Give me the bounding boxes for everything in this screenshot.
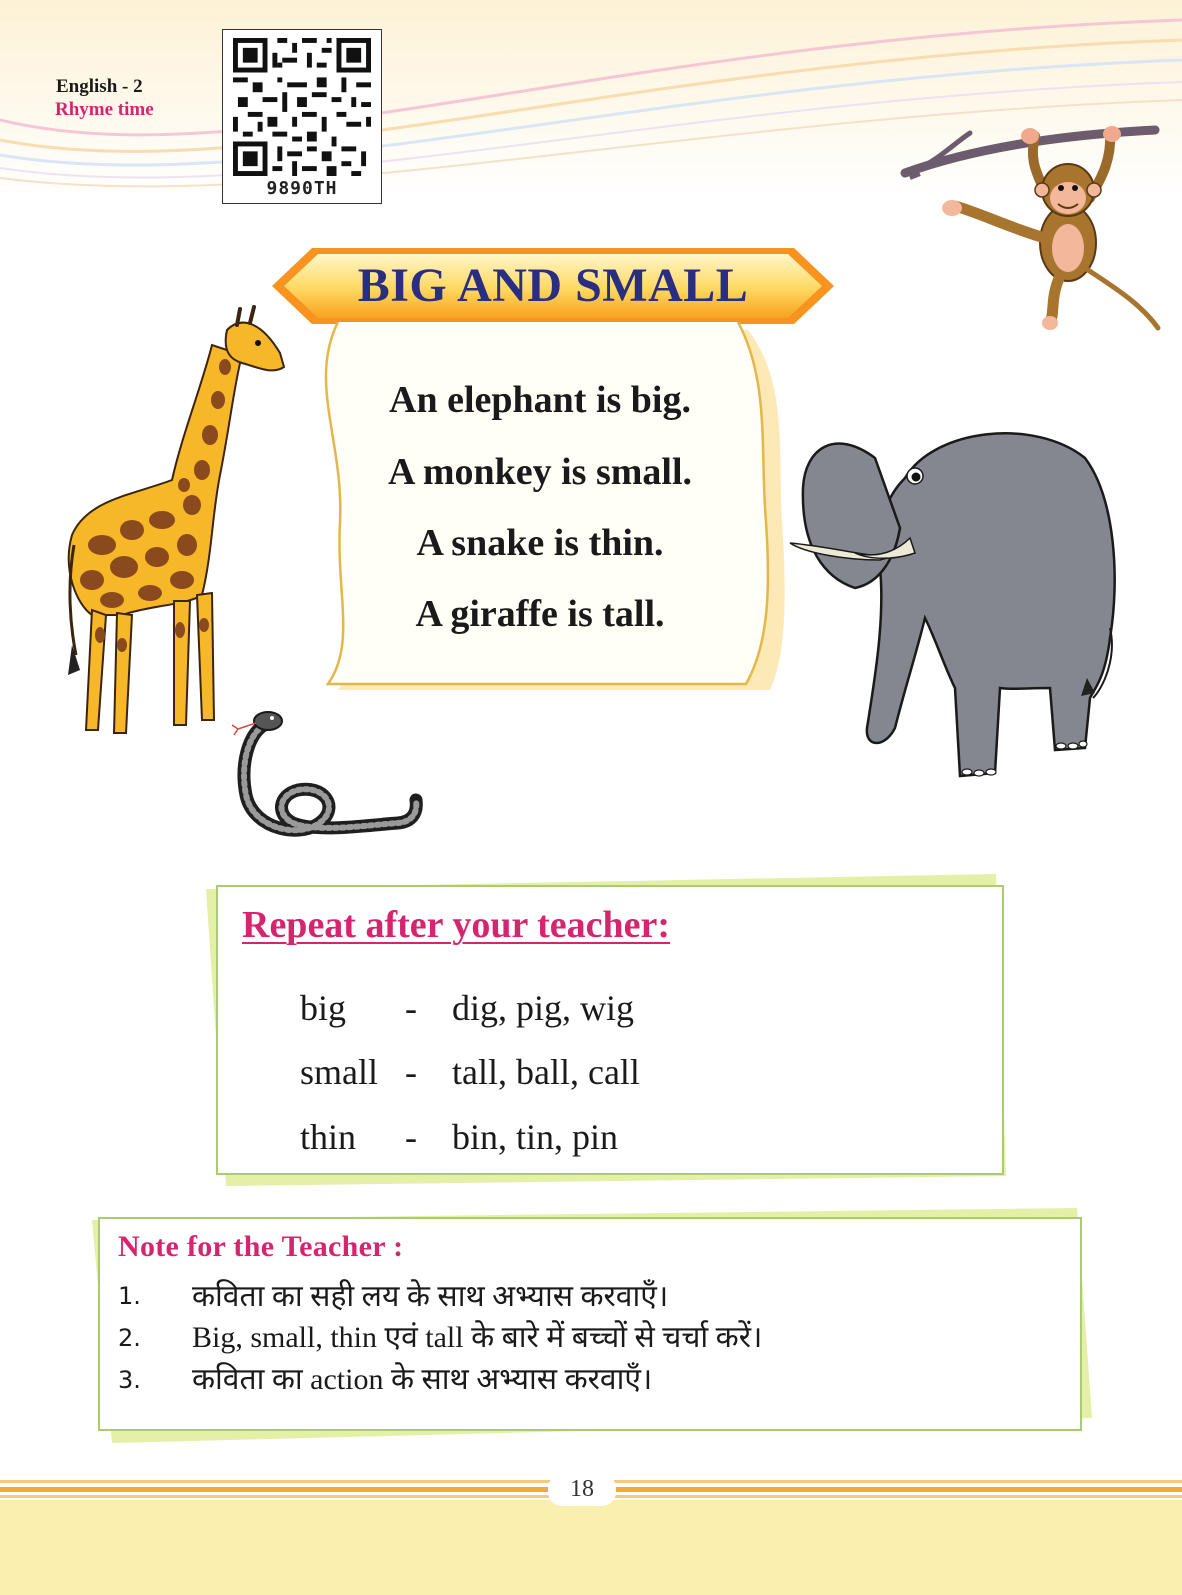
rhyme-dash: - xyxy=(405,988,417,1028)
rhyme-dash: - xyxy=(405,1117,417,1157)
book-title: English - 2 xyxy=(56,76,143,97)
note-item: Big, small, thin एवं tall के बारे में बच्चों से चर्चा करें। xyxy=(192,1321,763,1354)
rhyme-dash: - xyxy=(405,1052,417,1092)
rhyme-word: thin xyxy=(300,1117,357,1157)
giraffe-illustration xyxy=(62,305,287,745)
teacher-note-heading: Note for the Teacher : xyxy=(118,1230,404,1263)
page-number: 18 xyxy=(570,1476,594,1502)
poem-line-2: A monkey is small. xyxy=(387,451,693,493)
qr-pattern-icon xyxy=(232,38,372,176)
poem-line-3: A snake is thin. xyxy=(416,522,664,564)
rhyme-list: dig, pig, wig xyxy=(452,988,635,1028)
poem-line-4: A giraffe is tall. xyxy=(415,593,665,635)
page-title: BIG AND SMALL xyxy=(357,259,749,312)
note-number: 2. xyxy=(118,1324,141,1352)
note-number: 1. xyxy=(118,1282,141,1310)
poem-line-1: An elephant is big. xyxy=(389,379,691,421)
monkey-illustration xyxy=(900,118,1165,333)
qr-code-label: 9890TH xyxy=(266,178,338,199)
section-title: Rhyme time xyxy=(55,99,154,120)
note-number: 3. xyxy=(118,1366,141,1394)
note-item: कविता का action के साथ अभ्यास करवाएँ। xyxy=(192,1363,653,1396)
qr-code[interactable] xyxy=(222,29,382,204)
footer-band xyxy=(0,1500,1182,1595)
rhyme-word: small xyxy=(300,1052,378,1092)
rhyme-list: tall, ball, call xyxy=(452,1052,640,1092)
note-item: कविता का सही लय के साथ अभ्यास करवाएँ। xyxy=(192,1280,669,1313)
repeat-heading: Repeat after your teacher: xyxy=(242,904,671,946)
rhyme-list: bin, tin, pin xyxy=(452,1117,619,1157)
snake-illustration xyxy=(228,705,428,850)
elephant-illustration xyxy=(785,388,1125,790)
rhyme-word: big xyxy=(300,988,347,1028)
